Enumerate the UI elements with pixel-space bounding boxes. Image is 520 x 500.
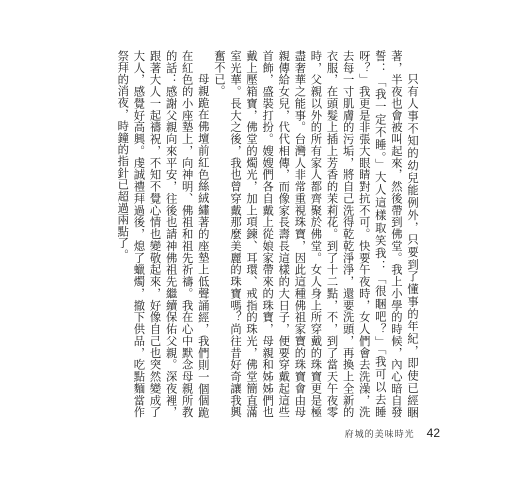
running-title: 府城的美味時光 — [344, 430, 415, 440]
page-footer — [345, 426, 440, 440]
paragraph-1: 只有人事不知的幼兒能例外，只要到了懂事的年紀，即使已經睏著，半夜也會被叫起來，然後帶到佛堂。我上小學的時候，內心暗自發誓：「我一定不睡。」大人這樣取笑我：「很睏吧？」「我可以去睡呀？」我更是非張大眼睛對抗不可。快要午夜時，女人們會去洗澡，洗去每一寸肌膚的污垢，將自己洗得乾乾淨淨，還要洗頭，再換上全新的衣服，在頭髮上插上芳香的茉莉花。到了十二點，不，到了當天午夜零時，父親以外的所有家人都齊聚於佛堂。女人身上所穿戴的珠寶更是極盡奢華之能事。台灣人非常重視珠寶，因此這種佛祖家寶的珠寶會由母親傳給女兒，代代相傳，而像家長壽長這樣的大日子，便要穿戴起這些首飾，盛裝打扮。嫂嫂們各自戴上從娘家帶來的珠寶，母親和姊姊們也戴上壓箱寶，佛堂的燭光，加上項鍊、耳環、戒指的珠光，佛堂簡直滿室光華。長大之後，我也曾穿戴那麼美麗的珠寶嗎？尚往昔好奇讓我興奮不已。 — [212, 50, 419, 418]
vertical-text-body — [116, 50, 420, 418]
page-number: 42 — [426, 426, 440, 440]
paragraph-2: 母親跪在佛壇前紅色絲絨繡著的座墊上低聲誦經，我們則一個個跪在紅色的小座墊上，向神明、佛祖和祖先祈禱。我在心中默念母親所教的話：感謝父親向來平安，往後也請神佛祖先繼續保佑父親。深夜裡，跟著大人一起禱祝，不知不覺心情也變敬起來，好像自己也突然變成了大人，感覺好高興。虔誠禮拜過後，熄了蠟燭，撤下供品，吃點麵當作祭拜的消夜，時鐘的指針已超過兩點了。 — [116, 50, 210, 418]
